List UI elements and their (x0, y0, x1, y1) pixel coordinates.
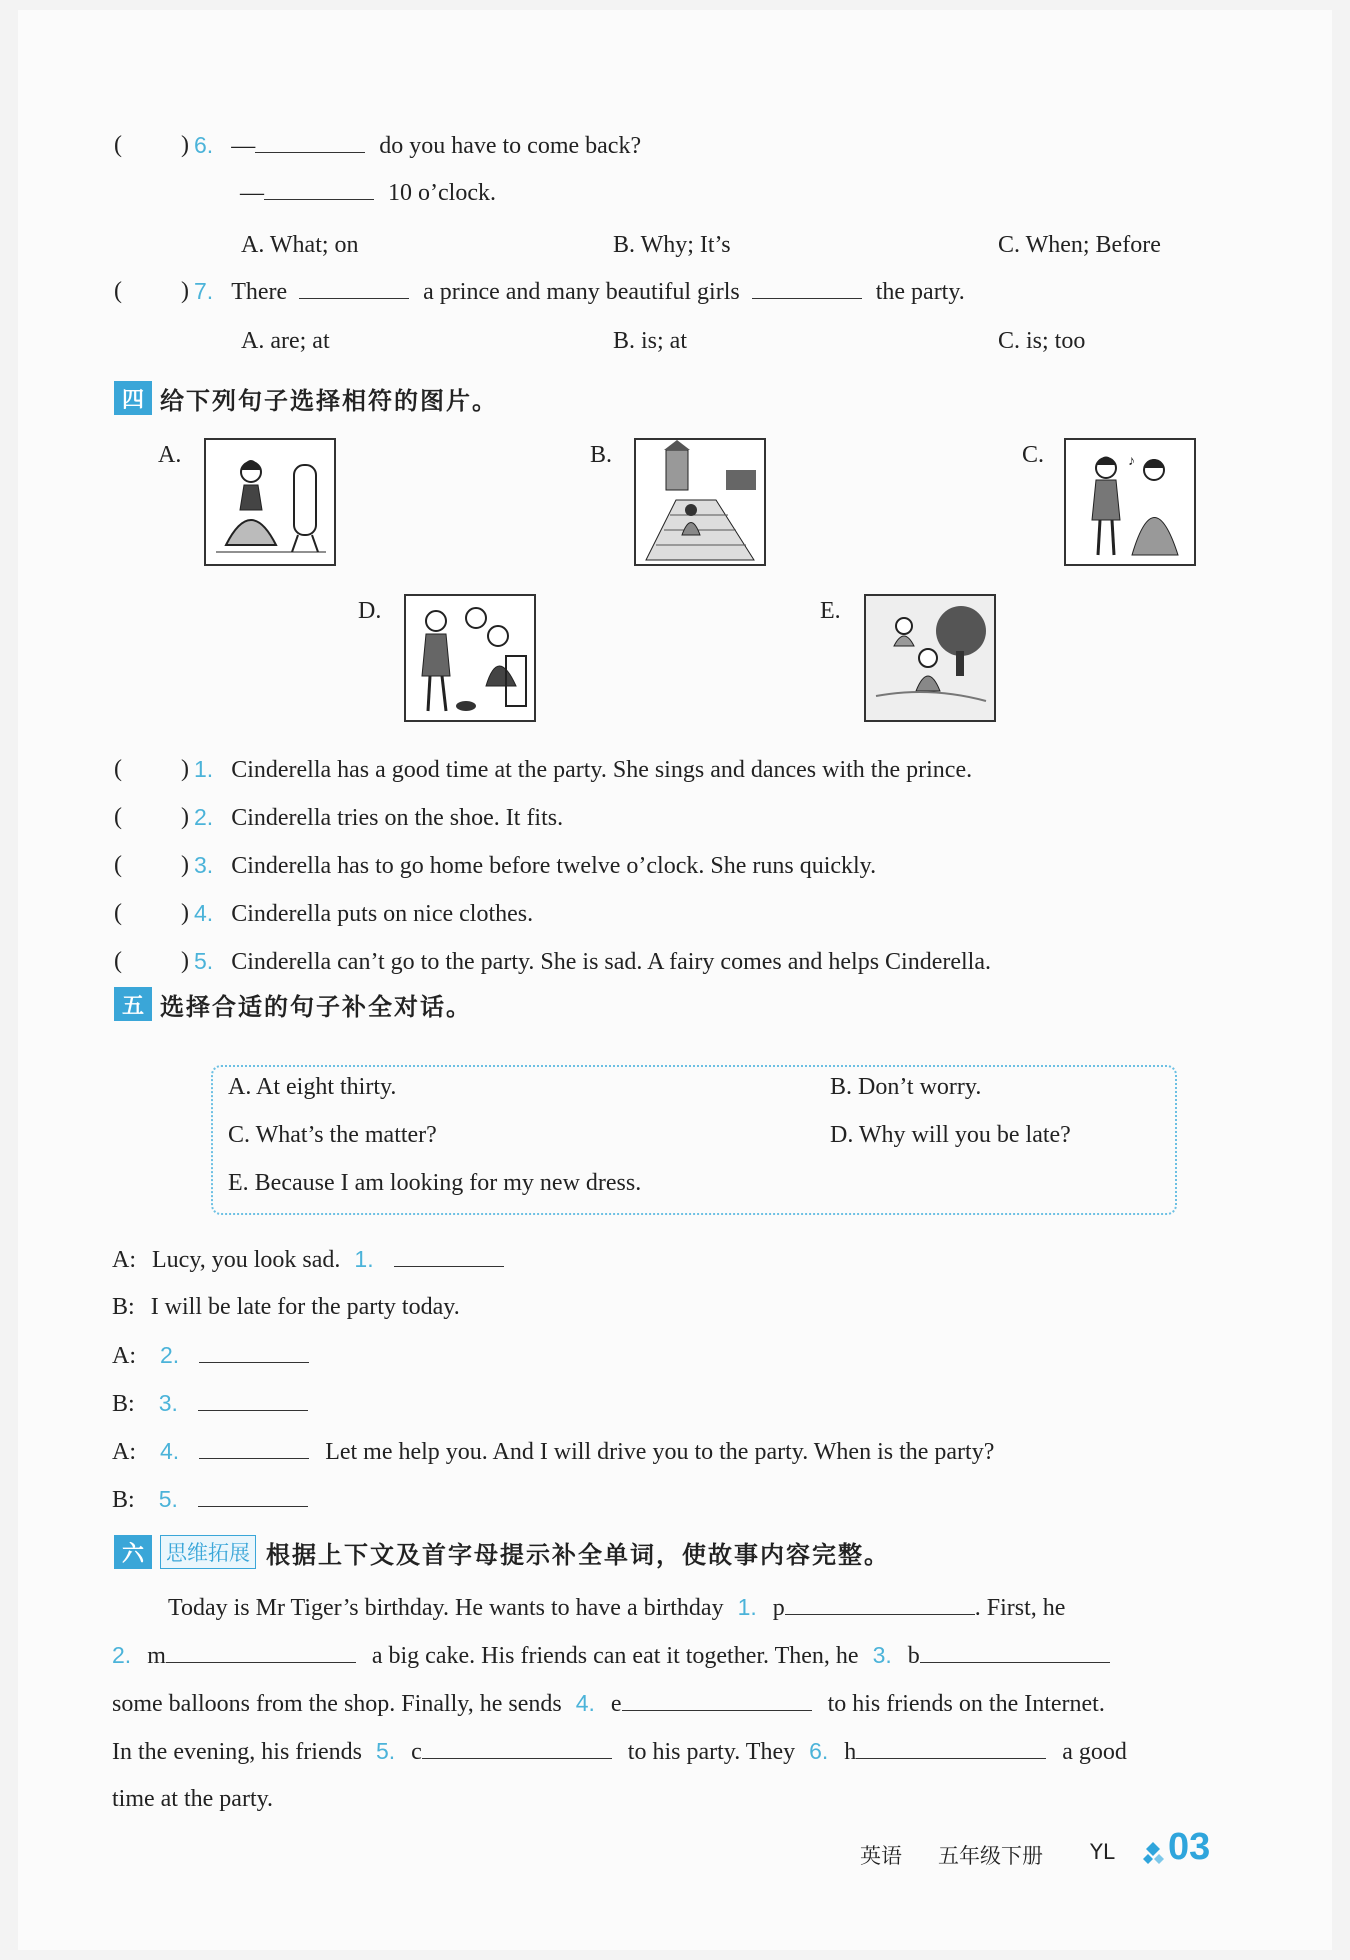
story-line-4 (112, 1736, 1127, 1767)
answer-blank[interactable] (422, 1737, 612, 1759)
story-text: some balloons from the shop. Finally, he sends (112, 1691, 562, 1717)
dash: — (240, 180, 264, 206)
initial-letter: m (147, 1643, 166, 1669)
question-text: Cinderella has a good time at the party. She sings and dances with the prince. (231, 757, 973, 783)
question-text: Cinderella tries on the shoe. It fits. (231, 805, 564, 831)
picture-d (404, 594, 536, 722)
section-4-header (114, 380, 498, 416)
answer-blank[interactable] (199, 1341, 309, 1363)
section-tag: 思维拓展 (160, 1535, 256, 1569)
speaker: A: (112, 1439, 136, 1465)
option-a: A. What; on (241, 232, 359, 258)
answer-paren-open: ( (114, 948, 122, 974)
section-5-header (114, 986, 472, 1022)
dialogue-text: Lucy, you look sad. (152, 1247, 341, 1273)
dancing-prince-illustration (1066, 440, 1194, 564)
answer-paren-close: ) (181, 132, 189, 158)
story-line-3 (112, 1688, 1105, 1719)
answer-paren-open: ( (114, 804, 122, 830)
question-text: 10 o’clock. (388, 180, 496, 206)
option-c: C. is; too (998, 328, 1086, 354)
speaker: B: (112, 1391, 135, 1417)
list-item (194, 946, 991, 977)
picture-a (204, 438, 336, 566)
question-text: a prince and many beautiful girls (423, 279, 740, 305)
svg-text:♪: ♪ (1128, 454, 1135, 469)
story-text: to his party. They (627, 1739, 796, 1765)
answer-blank[interactable] (920, 1641, 1110, 1663)
question-number: 1. (737, 1594, 757, 1620)
answer-paren-close: ) (181, 278, 189, 304)
answer-blank[interactable] (785, 1593, 975, 1615)
answer-blank[interactable] (198, 1485, 308, 1507)
question-text: There (231, 279, 288, 305)
fairy-garden-illustration (866, 596, 994, 720)
worksheet-page (18, 10, 1332, 1950)
question-number: 2. (160, 1342, 180, 1368)
initial-letter: b (907, 1643, 920, 1669)
answer-paren-open: ( (114, 132, 122, 158)
question-number: 5. (375, 1738, 396, 1764)
dialogue-line (112, 1292, 460, 1322)
section-6-header (114, 1534, 890, 1570)
section-title: 根据上下文及首字母提示补全单词，使故事内容完整。 (266, 1540, 890, 1569)
answer-paren-close: ) (181, 804, 189, 830)
list-item (194, 850, 876, 881)
answer-blank[interactable] (199, 1437, 309, 1459)
choice-b: B. Don’t worry. (830, 1074, 982, 1100)
picture-label-d: D. (358, 598, 382, 624)
question-text: do you have to come back? (379, 133, 642, 159)
answer-blank[interactable] (166, 1641, 356, 1663)
diamond-icon (1140, 1840, 1166, 1866)
option-b: B. Why; It’s (613, 232, 731, 258)
list-item (194, 754, 972, 785)
answer-paren-close: ) (181, 900, 189, 926)
question-6 (194, 130, 641, 161)
choice-c: C. What’s the matter? (228, 1122, 437, 1148)
initial-letter: e (610, 1691, 622, 1717)
picture-label-a: A. (158, 442, 182, 468)
palace-stairs-illustration (636, 440, 764, 564)
list-item (194, 802, 563, 833)
question-number: 3. (158, 1390, 178, 1416)
question-text: the party. (875, 279, 965, 305)
question-text: Cinderella has to go home before twelve o’clock. She runs quickly. (231, 853, 877, 879)
answer-blank[interactable] (394, 1245, 504, 1267)
question-number: 3. (872, 1642, 892, 1668)
page-number: 03 (1168, 1826, 1211, 1868)
dialogue-line (112, 1340, 309, 1371)
story-text: Today is Mr Tiger’s birthday. He wants to have a birthday (168, 1595, 724, 1621)
dialogue-line (112, 1388, 308, 1419)
answer-blank[interactable] (198, 1389, 308, 1411)
answer-paren-open: ( (114, 278, 122, 304)
picture-label-b: B. (590, 442, 613, 468)
dialogue-line (112, 1484, 308, 1515)
question-number: 3. (194, 852, 214, 878)
story-text: In the evening, his friends (112, 1739, 362, 1765)
story-text: . First, he (974, 1595, 1066, 1621)
story-text: a big cake. His friends can eat it together. Then, he (371, 1643, 859, 1669)
question-text: Cinderella puts on nice clothes. (231, 901, 534, 927)
question-number: 5. (158, 1486, 178, 1512)
answer-blank[interactable] (752, 277, 862, 299)
shoe-fitting-illustration (406, 596, 534, 720)
initial-letter: c (411, 1739, 422, 1765)
choice-e: E. Because I am looking for my new dress. (228, 1170, 642, 1196)
dialogue-text: Let me help you. And I will drive you to the party. When is the party? (325, 1439, 995, 1465)
option-b: B. is; at (613, 328, 688, 354)
story-line-1 (168, 1592, 1065, 1623)
list-item (194, 898, 533, 929)
answer-paren-close: ) (181, 756, 189, 782)
choice-a: A. At eight thirty. (228, 1074, 397, 1100)
story-line-2 (112, 1640, 1110, 1671)
dialogue-line (112, 1244, 504, 1275)
answer-blank[interactable] (255, 131, 365, 153)
answer-paren-close: ) (181, 948, 189, 974)
question-text: Cinderella can’t go to the party. She is sad. A fairy comes and helps Cinderella. (231, 949, 991, 975)
answer-paren-open: ( (114, 852, 122, 878)
dialogue-line (112, 1436, 994, 1467)
question-number: 2. (194, 804, 214, 830)
speaker: B: (112, 1294, 135, 1320)
dash: — (231, 133, 256, 159)
initial-letter: p (772, 1595, 785, 1621)
speaker: A: (112, 1247, 136, 1273)
story-text: time at the party. (112, 1786, 274, 1812)
question-number: 7. (194, 278, 214, 304)
question-number: 4. (160, 1438, 180, 1464)
section-title: 选择合适的句子补全对话。 (160, 992, 472, 1021)
picture-label-c: C. (1022, 442, 1045, 468)
question-number: 4. (575, 1690, 595, 1716)
dialogue-text: I will be late for the party today. (150, 1294, 460, 1320)
story-text: a good (1062, 1739, 1127, 1765)
picture-e (864, 594, 996, 722)
picture-c (1064, 438, 1196, 566)
picture-b (634, 438, 766, 566)
footer-edition: YL (1090, 1840, 1115, 1864)
question-number: 4. (194, 900, 214, 926)
answer-blank[interactable] (264, 178, 374, 200)
question-number: 1. (194, 756, 214, 782)
section-title: 给下列句子选择相符的图片。 (160, 386, 498, 415)
answer-paren-close: ) (181, 852, 189, 878)
question-number: 6. (809, 1738, 829, 1764)
section-badge: 四 (114, 381, 152, 415)
question-number: 1. (354, 1246, 374, 1272)
story-line-5 (112, 1784, 273, 1814)
answer-paren-open: ( (114, 756, 122, 782)
speaker: A: (112, 1343, 136, 1369)
question-7 (194, 276, 965, 307)
footer-subject: 英语 (860, 1844, 902, 1868)
option-c: C. When; Before (998, 232, 1161, 258)
initial-letter: h (844, 1739, 857, 1765)
question-number: 6. (194, 132, 214, 158)
question-number: 5. (194, 948, 214, 974)
option-a: A. are; at (241, 328, 330, 354)
speaker: B: (112, 1487, 135, 1513)
section-badge: 六 (114, 1535, 152, 1569)
question-6-line2 (240, 178, 496, 208)
section-badge: 五 (114, 987, 152, 1021)
story-text: to his friends on the Internet. (827, 1691, 1105, 1717)
answer-paren-open: ( (114, 900, 122, 926)
choice-d: D. Why will you be late? (830, 1122, 1071, 1148)
answer-blank[interactable] (856, 1737, 1046, 1759)
cinderella-mirror-illustration (206, 440, 334, 564)
answer-blank[interactable] (299, 277, 409, 299)
picture-label-e: E. (820, 598, 841, 624)
answer-blank[interactable] (622, 1689, 812, 1711)
footer-grade: 五年级下册 (938, 1844, 1043, 1868)
question-number: 2. (112, 1642, 132, 1668)
